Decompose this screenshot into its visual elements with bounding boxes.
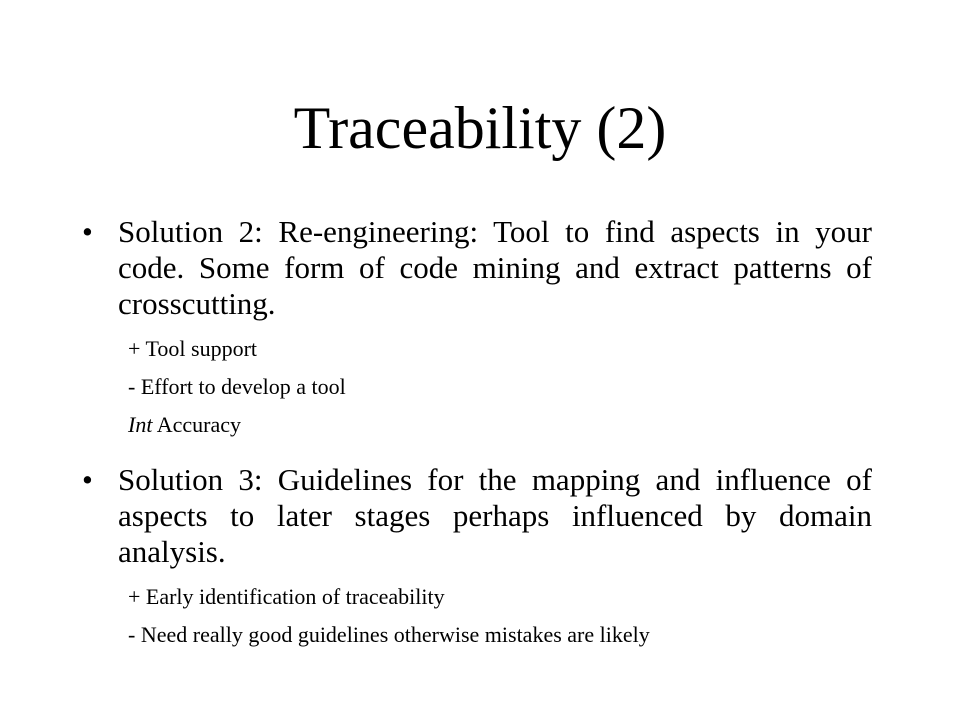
sub-item-guidelines: - Need really good guidelines otherwise mistakes are likely [128,622,650,647]
bullet-text: Solution 3: Guidelines for the mapping and influence of aspects to later stages perhaps influenced by domain analysis. [118,462,872,569]
sub-item-early-identification: + Early identification of traceability [128,584,445,609]
sub-item-accuracy [82,412,872,438]
sub-item-prefix: Int [128,412,153,437]
bullet-marker: • [82,214,93,249]
bullet-item-solution-3 [82,462,872,570]
bullet-item-solution-2 [82,214,872,322]
sub-item-tool-support: + Tool support [128,336,258,361]
sub-item-text: Accuracy [152,412,242,437]
slide-body [82,214,872,648]
slide-title: Traceability (2) [293,95,667,161]
bullet-text: Solution 2: Re-engineering: Tool to find aspects in your code. Some form of code mining and extract patterns of crosscutting. [118,214,872,321]
sub-item-effort: - Effort to develop a tool [128,374,346,399]
bullet-marker: • [82,462,93,497]
